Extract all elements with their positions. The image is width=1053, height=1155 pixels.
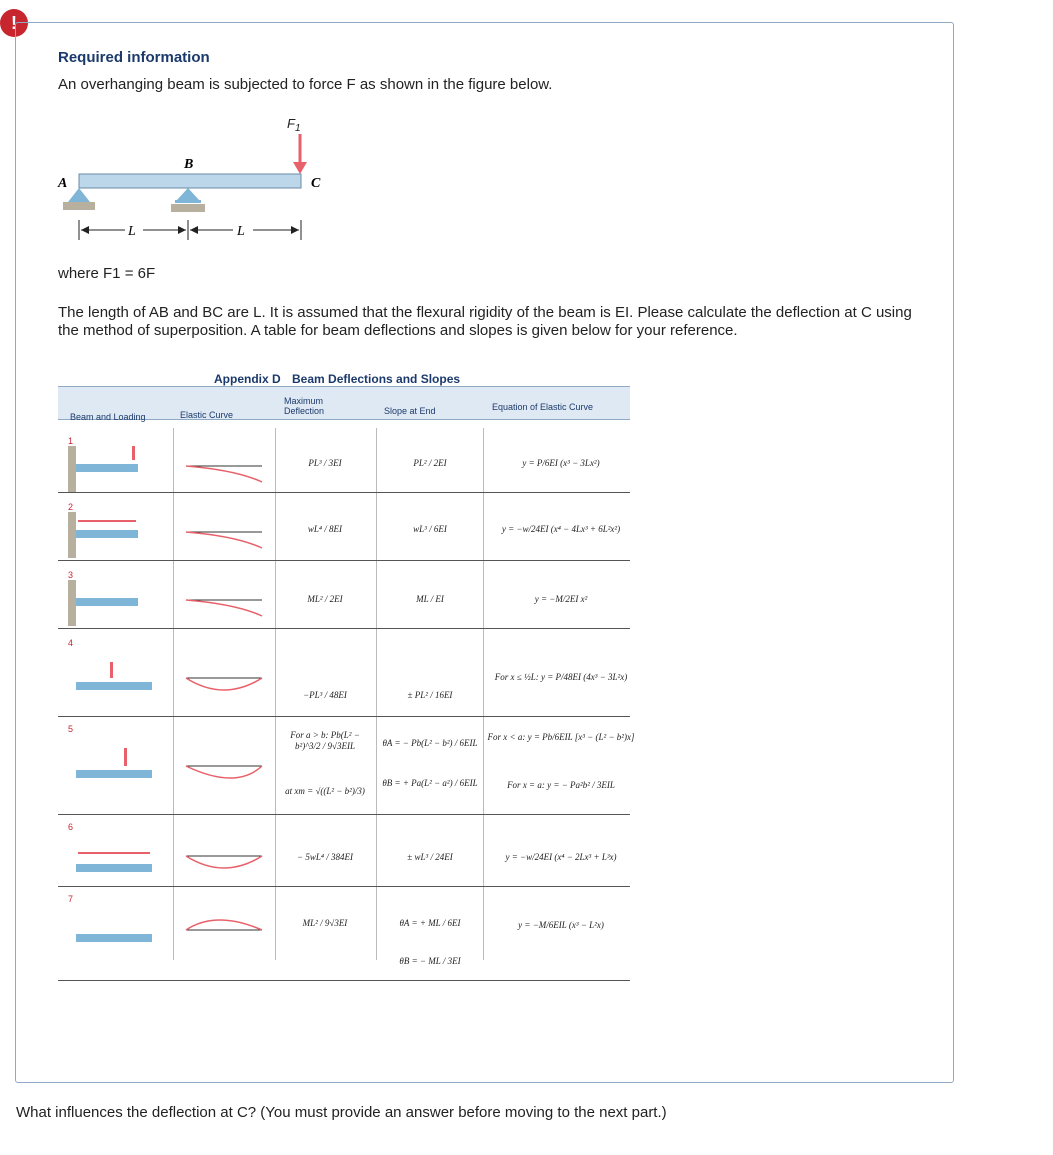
row-1-equation: y = P/6EI (x³ − 3Lx²) [522, 458, 600, 468]
row-2-equation: y = −w/24EI (x⁴ − 4Lx³ + 6L²x²) [501, 524, 621, 534]
header-slope: Slope at End [384, 406, 436, 416]
alert-icon: ! [0, 9, 28, 37]
row-number: 6 [68, 822, 74, 832]
row-1-deflection: PL³ / 3EI [308, 458, 342, 468]
row-5-deflection: For a > b: Pb(L² − b²)^3/2 / 9√3EIL [290, 730, 360, 751]
dim-label-2: L [237, 224, 245, 239]
row-5-deflection-at: at xm = √((L² − b²)/3) [285, 786, 365, 796]
row-1-slope: PL² / 2EI [413, 458, 447, 468]
row-6-deflection: − 5wL⁴ / 384EI [297, 852, 353, 862]
header-curve: Elastic Curve [180, 410, 234, 420]
row-7-equation: y = −M/6EIL (x³ − L²x) [518, 920, 604, 930]
row-number: 7 [68, 894, 74, 904]
support-b [177, 188, 199, 200]
header-deflection: Maximum Deflection [284, 396, 325, 416]
row-7-deflection: ML² / 9√3EI [302, 918, 348, 928]
row-6-equation: y = −w/24EI (x⁴ − 2Lx³ + L³x) [505, 852, 617, 862]
problem-paragraph: The length of AB and BC are L. It is assumed that the flexural rigidity of the beam is EI. Please calculate the deflection at C using the method of superposition. A table for beam deflections and slopes is given below for your reference. [58, 304, 912, 339]
dim-label-1: L [128, 224, 136, 239]
row-3-deflection: ML² / 2EI [307, 594, 343, 604]
label-a: A [58, 176, 68, 191]
where-text: where F1 = 6F [58, 265, 156, 282]
row-5-slope-b: θB = + Pa(L² − a²) / 6EIL [382, 778, 478, 788]
row-number: 3 [68, 570, 74, 580]
row-number: 4 [68, 638, 74, 648]
row-4-slope: ± PL² / 16EI [407, 690, 453, 700]
table-title-prefix: Appendix D [214, 372, 281, 386]
row-5-equation: For x < a: y = Pb/6EIL [x³ − (L² − b²)x] [487, 732, 635, 742]
row-2-deflection: wL⁴ / 8EI [307, 524, 343, 534]
row-6-slope: ± wL³ / 24EI [407, 852, 453, 862]
label-b: B [184, 157, 194, 172]
support-a [68, 188, 90, 202]
header-equation: Equation of Elastic Curve [492, 402, 594, 412]
beam-figure [55, 112, 335, 252]
row-4-equation: For x ≤ ½L: y = P/48EI (4x³ − 3L²x) [494, 672, 628, 682]
row-4-deflection: −PL³ / 48EI [303, 690, 347, 700]
row-number: 1 [68, 436, 74, 446]
row-7-slope-b: θB = − ML / 3EI [399, 956, 461, 966]
label-c: C [311, 176, 321, 191]
row-7-slope-a: θA = + ML / 6EI [399, 918, 461, 928]
header-beam: Beam and Loading [70, 412, 146, 422]
beam [79, 174, 301, 188]
section-heading: Required information [58, 49, 210, 66]
row-3-slope: ML / EI [416, 594, 444, 604]
row-5-equation-at: For x = a: y = − Pa²b² / 3EIL [507, 780, 615, 790]
row-3-equation: y = −M/2EI x² [534, 594, 588, 604]
intro-text: An overhanging beam is subjected to force F as shown in the figure below. [58, 76, 553, 93]
row-number: 5 [68, 724, 74, 734]
question-text: What influences the deflection at C? (You must provide an answer before moving to the next part.) [16, 1104, 667, 1121]
row-number: 2 [68, 502, 74, 512]
force-label: $F_1$ [287, 116, 301, 134]
row-2-slope: wL³ / 6EI [413, 524, 447, 534]
row-5-slope-a: θA = − Pb(L² − b²) / 6EIL [382, 738, 478, 748]
deflection-table [58, 366, 638, 996]
table-title: Beam Deflections and Slopes [292, 372, 461, 386]
